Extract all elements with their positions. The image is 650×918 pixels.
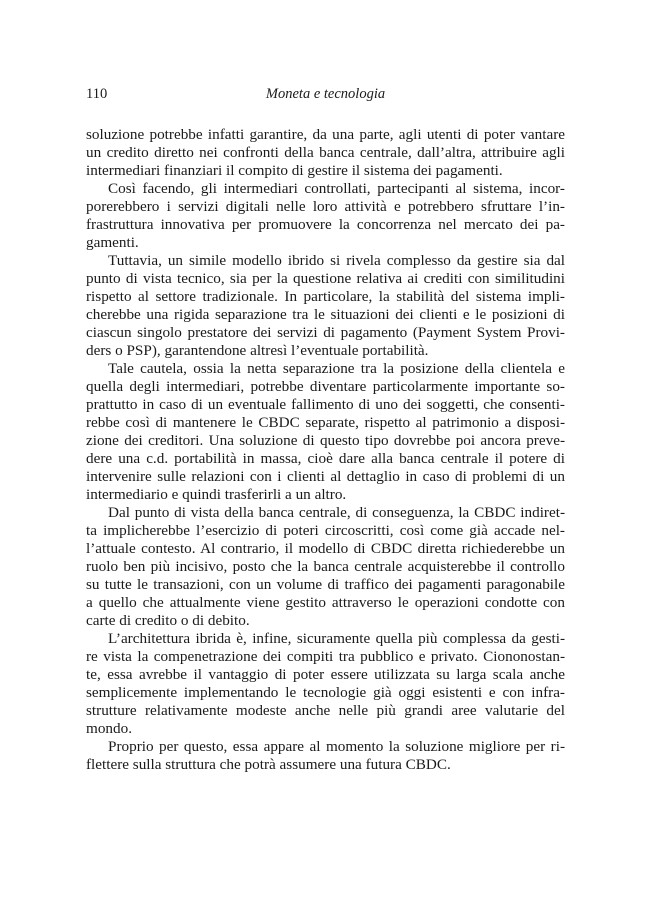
text-line: intervenire sulle relazioni con i clienti al dettaglio in caso di problemi di un (86, 468, 565, 485)
text-line: l’attuale contesto. Al contrario, il modello di CBDC diretta richiederebbe un (86, 540, 565, 557)
text-line: frastruttura innovativa per promuovere la concorrenza nel mercato dei pa- (86, 216, 565, 233)
text-line: Tale cautela, ossia la netta separazione tra la posizione della clientela e (108, 360, 565, 377)
paragraph (86, 738, 565, 774)
text-line: ruolo ben più incisivo, posto che la banca centrale acquisterebbe il controllo (86, 558, 565, 575)
text-line: mondo. (86, 720, 132, 737)
paragraph (86, 504, 565, 630)
paragraph (86, 126, 565, 180)
text-line: punto di vista tecnico, sia per la questione relativa ai crediti con similitudini (86, 270, 565, 287)
text-line: carte di credito o di debito. (86, 612, 250, 629)
page-header (86, 86, 565, 106)
text-line: soluzione potrebbe infatti garantire, da una parte, agli utenti di poter vantare (86, 126, 565, 143)
text-line: flettere sulla struttura che potrà assumere una futura CBDC. (86, 756, 451, 773)
text-line: intermediari finanziari il compito di gestire il sistema dei pagamenti. (86, 162, 503, 179)
text-line: gamenti. (86, 234, 139, 251)
page-number: 110 (86, 86, 108, 102)
text-line: Dal punto di vista della banca centrale, di conseguenza, la CBDC indiret- (108, 504, 565, 521)
text-line: L’architettura ibrida è, infine, sicuramente quella più complessa da gesti- (108, 630, 565, 647)
text-line: Così facendo, gli intermediari controllati, partecipanti al sistema, incor- (108, 180, 565, 197)
text-line: un credito diretto nei confronti della banca centrale, dall’altra, attribuire agli (86, 144, 565, 161)
text-line: a quello che attualmente viene gestito attraverso le operazioni condotte con (86, 594, 565, 611)
text-line: Proprio per questo, essa appare al momento la soluzione migliore per ri- (108, 738, 565, 755)
text-line: dere una c.d. portabilità in massa, cioè dare alla banca centrale il potere di (86, 450, 565, 467)
paragraph (86, 180, 565, 252)
text-line: semplicemente implementando le tecnologie già oggi esistenti e con infra- (86, 684, 565, 701)
text-line: ciascun singolo prestatore dei servizi di pagamento (Payment System Provi- (86, 324, 565, 341)
text-line: strutture relativamente modeste anche nelle più grandi aree valutarie del (86, 702, 565, 719)
text-line: quella degli intermediari, potrebbe diventare particolarmente importante so- (86, 378, 565, 395)
text-line: rispetto al settore tradizionale. In particolare, la stabilità del sistema impli- (86, 288, 565, 305)
text-line: re vista la compenetrazione dei compiti tra pubblico e privato. Ciononostan- (86, 648, 565, 665)
paragraph (86, 252, 565, 360)
text-line: ders o PSP), garantendone altresì l’eventuale portabilità. (86, 342, 429, 359)
text-line: porerebbero i servizi digitali nelle loro attività e potrebbero sfruttare l’in- (86, 198, 565, 215)
running-title: Moneta e tecnologia (265, 86, 386, 102)
paragraph (86, 630, 565, 738)
text-line: Tuttavia, un simile modello ibrido si rivela complesso da gestire sia dal (108, 252, 565, 269)
text-line: zione dei creditori. Una soluzione di questo tipo dovrebbe poi ancora preve- (86, 432, 565, 449)
text-line: te, essa avrebbe il vantaggio di poter essere utilizzata su larga scala anche (86, 666, 565, 683)
text-line: ta implicherebbe l’esercizio di poteri circoscritti, così come già accade nel- (86, 522, 565, 539)
text-line: intermediario e quindi trasferirli a un altro. (86, 486, 347, 503)
body-text (86, 126, 565, 774)
text-line: prattutto in caso di un eventuale fallimento di uno dei soggetti, che consenti- (86, 396, 565, 413)
text-line: cherebbe una rigida separazione tra le situazioni dei clienti e le posizioni di (86, 306, 565, 323)
paragraph (86, 360, 565, 504)
text-line: rebbe così di mantenere le CBDC separate, rispetto al patrimonio a disposi- (86, 414, 565, 431)
text-line: su tutte le transazioni, con un volume di traffico dei pagamenti paragonabile (86, 576, 565, 593)
